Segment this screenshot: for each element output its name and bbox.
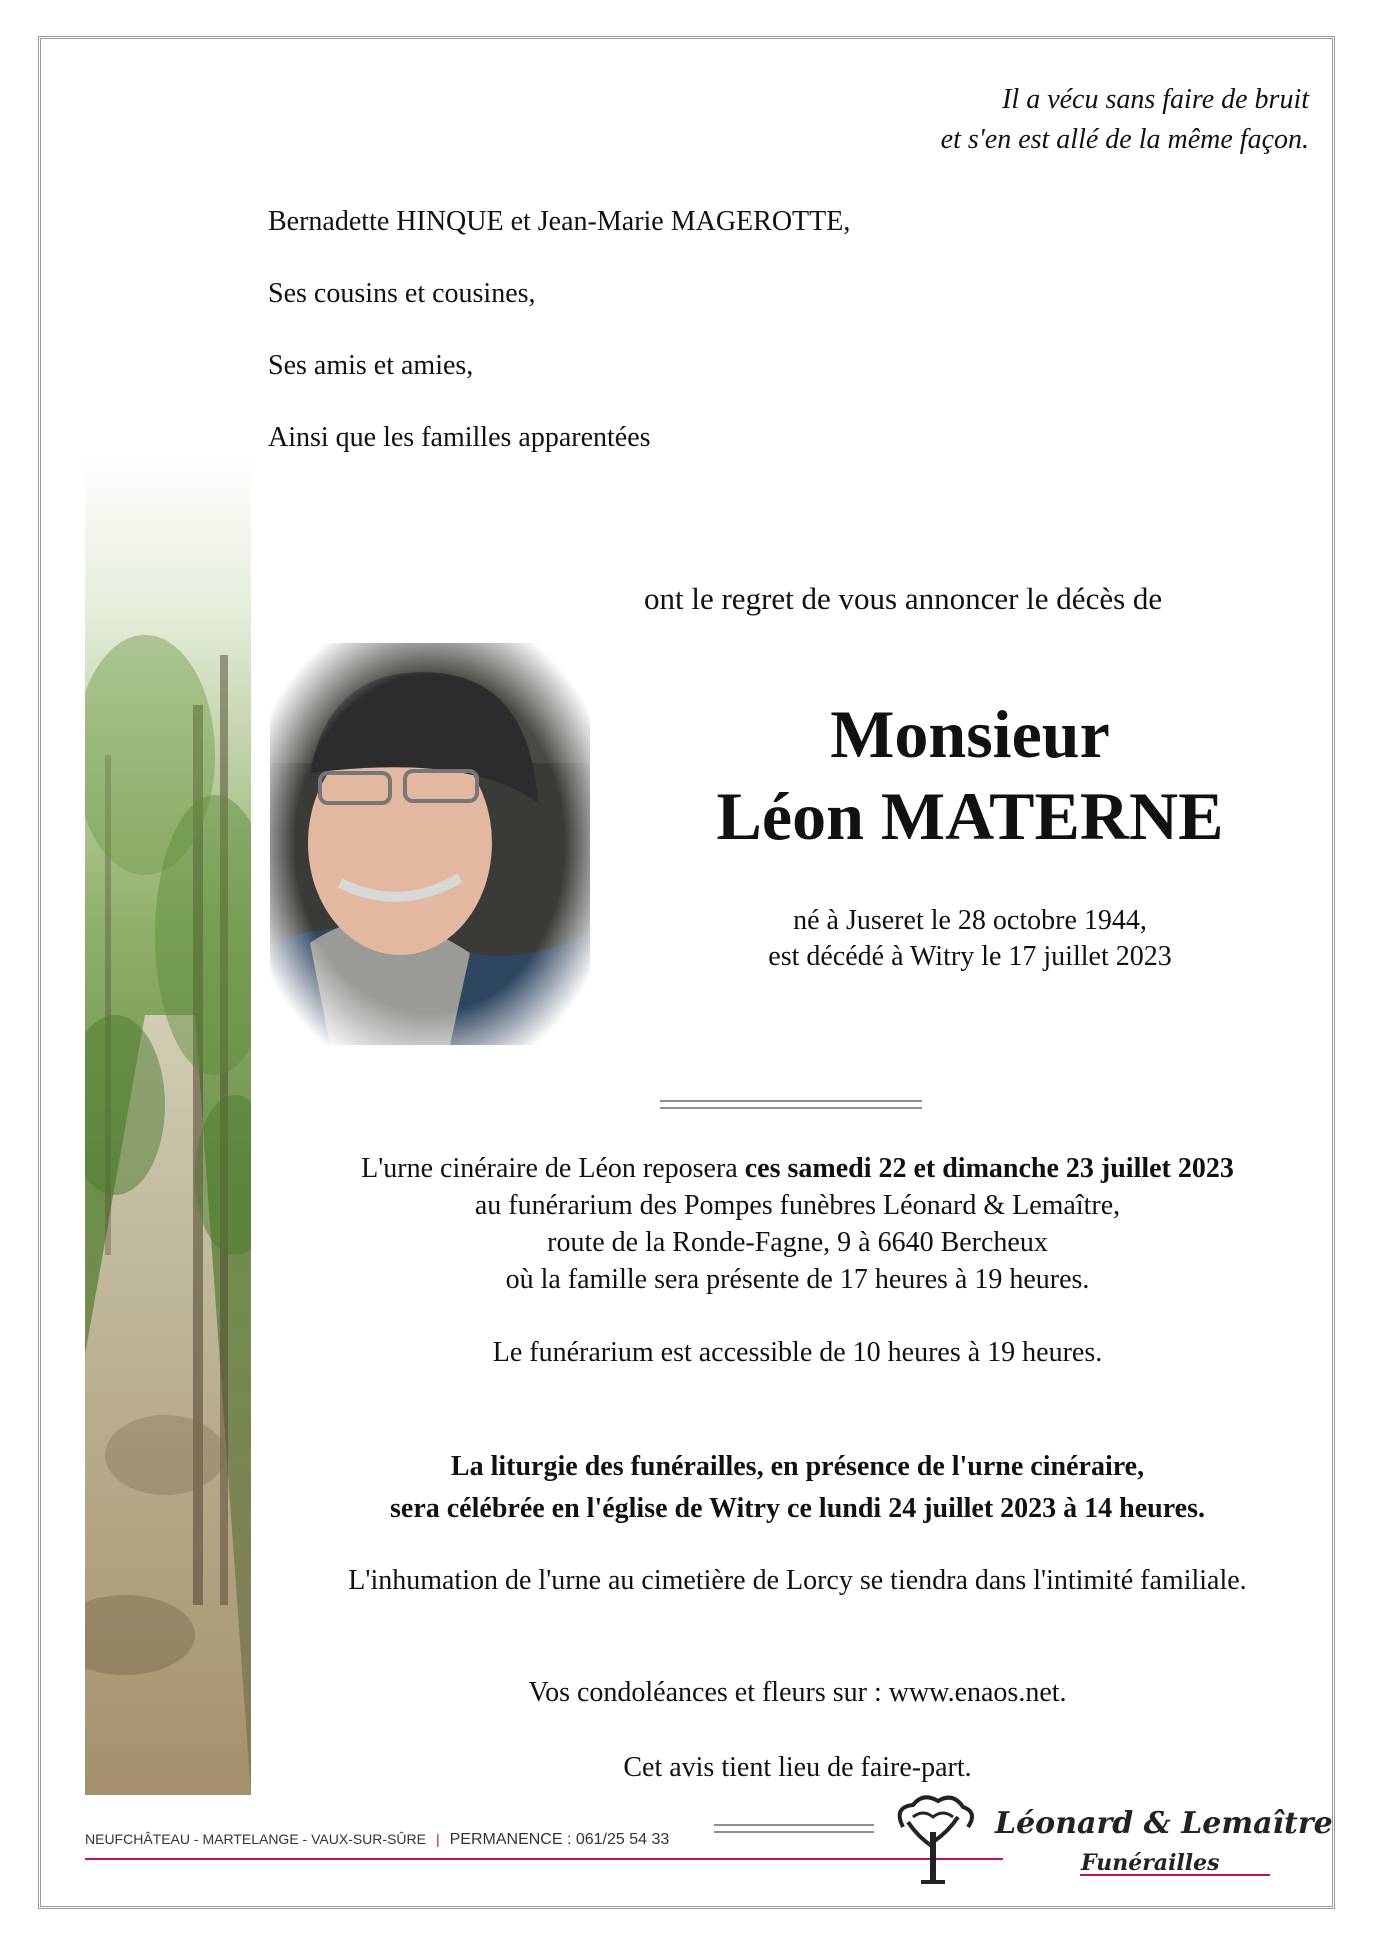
faire-part-notice: Cet avis tient lieu de faire-part. (623, 1752, 972, 1783)
family-line: Ainsi que les familles apparentées (268, 422, 651, 453)
urn-line-4: où la famille sera présente de 17 heures à 19 heures. (505, 1264, 1090, 1295)
urn-line-3: route de la Ronde-Fagne, 9 à 6640 Bercheux (547, 1227, 1048, 1258)
birth-line: né à Juseret le 28 octobre 1944, (793, 905, 1147, 936)
brand-subtitle: Funérailles (1081, 1850, 1220, 1876)
footer-rule (85, 1858, 1003, 1860)
urn-dates: ces samedi 22 et dimanche 23 juillet 2023 (744, 1153, 1234, 1184)
condolences-notice: Vos condoléances et fleurs sur : www.enaos.net. (528, 1677, 1067, 1708)
footer-permanence: PERMANENCE : 061/25 54 33 (449, 1831, 670, 1848)
footer-info (85, 1831, 669, 1849)
epigraph-line-1: Il a vécu sans faire de bruit (1002, 84, 1309, 115)
epigraph-line-2: et s'en est allé de la même façon. (940, 124, 1309, 155)
urn-intro: L'urne cinéraire de Léon reposera (361, 1153, 745, 1184)
urn-notice (270, 1150, 1325, 1298)
liturgy-line-1: La liturgie des funérailles, en présence de l'urne cinéraire, (450, 1451, 1145, 1482)
forest-path-image (85, 455, 251, 1795)
portrait-photo (270, 643, 590, 1045)
family-line: Ses cousins et cousines, (268, 278, 536, 309)
inhumation-notice: L'inhumation de l'urne au cimetière de Lorcy se tiendra dans l'intimité familiale. (348, 1565, 1247, 1596)
family-line: Bernadette HINQUE et Jean-Marie MAGEROTTE, (268, 206, 851, 237)
life-dates (680, 903, 1260, 975)
logo-divider (714, 1824, 874, 1838)
deceased-name (620, 693, 1320, 857)
footer-separator: | (435, 1831, 440, 1847)
footer-locations: NEUFCHÂTEAU - MARTELANGE - VAUX-SUR-SÛRE (85, 1831, 426, 1847)
deceased-title: Monsieur (830, 696, 1110, 772)
liturgy-notice (270, 1446, 1325, 1530)
access-hours: Le funérarium est accessible de 10 heures à 19 heures. (492, 1337, 1103, 1368)
announcement: ont le regret de vous annoncer le décès de (644, 581, 1163, 616)
urn-line-2: au funérarium des Pompes funèbres Léonard & Lemaître, (474, 1190, 1121, 1221)
deceased-fullname: Léon MATERNE (716, 778, 1224, 854)
divider (660, 1100, 922, 1110)
family-list (268, 206, 850, 494)
brand-name: Léonard & Lemaître (995, 1806, 1333, 1841)
tree-logo-icon (883, 1787, 983, 1887)
family-line: Ses amis et amies, (268, 350, 474, 381)
epigraph (941, 80, 1309, 160)
liturgy-line-2: sera célébrée en l'église de Witry ce lundi 24 juillet 2023 à 14 heures. (390, 1493, 1205, 1524)
death-line: est décédé à Witry le 17 juillet 2023 (768, 941, 1172, 972)
